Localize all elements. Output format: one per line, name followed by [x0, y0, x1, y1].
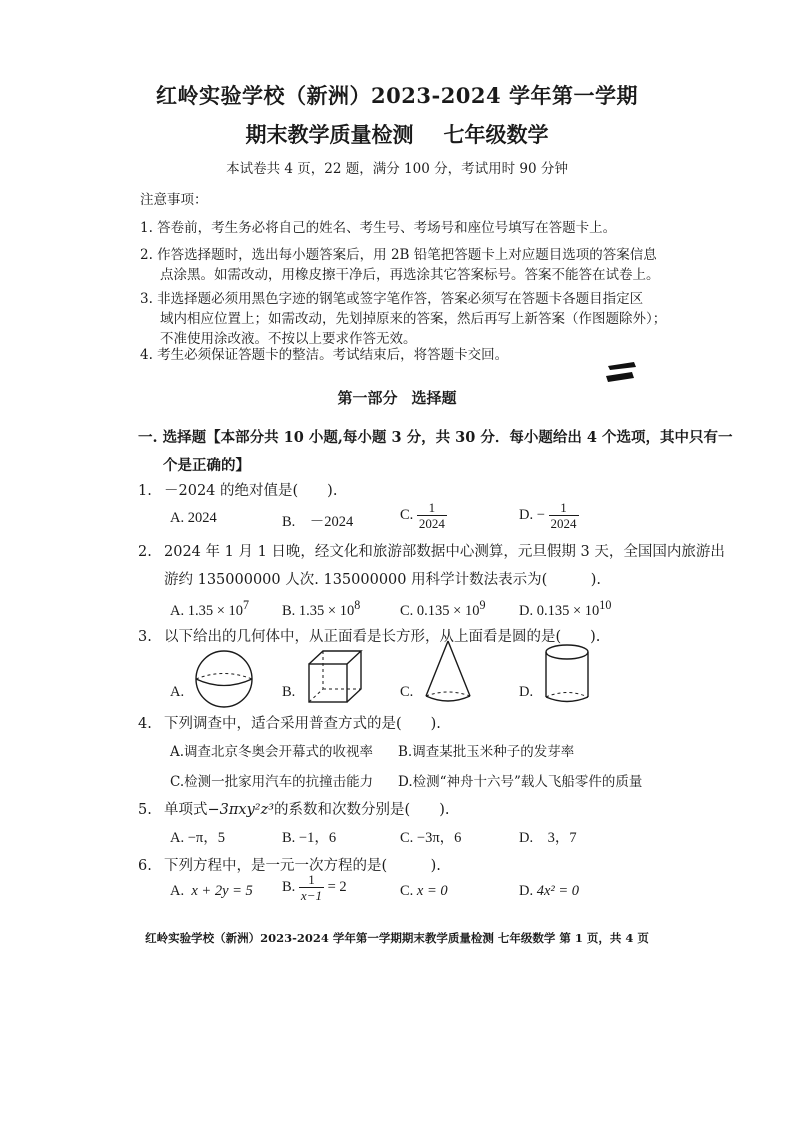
- part-intro-cont: 个是正确的】: [163, 457, 250, 474]
- q5-option-b: B. −1，6: [282, 830, 337, 846]
- q5-option-d: D. 3，7: [519, 830, 577, 846]
- exam-type: 期末教学质量检测: [245, 122, 414, 147]
- q3-option-b: B.: [282, 684, 296, 700]
- q6-option-d: D. 4x² = 0: [519, 883, 580, 899]
- q4-option-b: B.调查某批玉米种子的发芽率: [398, 744, 575, 760]
- question-3: 3. 以下给出的几何体中，从正面看是长方形，从上面看是圆的是( ).: [138, 629, 601, 645]
- cylinder-figure: [542, 642, 592, 708]
- q3-option-a: A.: [170, 684, 185, 700]
- note-item-3: 3. 非选择题必须用黑色字迹的钢笔或签字笔作答，答案必须写在答题卡各题目指定区 域内相应位置上；如需改动，先划掉原来的答案，然后再写上新答案（作图题除外）； 不准使用涂改液。不按以上要求作答无效。: [140, 291, 667, 347]
- q2-option-d: D. $0.135 \times 10^{10}$: [519, 598, 612, 619]
- q1-option-b: B. －2024: [282, 514, 354, 530]
- q3-option-d: D.: [519, 684, 534, 700]
- q4-option-d: D.检测“神舟十六号”载人飞船零件的质量: [398, 774, 643, 790]
- question-2: 2. 2024 年 1 月 1 日晚，经文化和旅游部数据中心测算，元旦假期 3 天，全国国内旅游出: [138, 544, 725, 560]
- exam-meta: 本试卷共 4 页，22 题，满分 100 分，考试用时 90 分钟: [226, 161, 568, 177]
- q5-option-c: C. −3π，6: [400, 830, 462, 846]
- q3-option-c: C.: [400, 684, 414, 700]
- q6-option-a: A. x + 2y = 5: [170, 883, 253, 899]
- question-6: 6. 下列方程中，是一元一次方程的是( ).: [138, 858, 441, 874]
- sphere-figure: [193, 648, 255, 710]
- q2-option-b: B. $1.35 \times 10^8$: [282, 598, 361, 619]
- q1-option-c: C. $\frac{1}{2024}$: [400, 500, 445, 531]
- exam-title-line2: [0, 119, 794, 149]
- note-item-1: 1. 答卷前，考生务必将自己的姓名、考生号、考场号和座位号填写在答题卡上。: [140, 220, 617, 236]
- fraction: $\frac{1}{2024}$: [550, 500, 577, 531]
- note-item-4: 4. 考生必须保证答题卡的整洁。考试结束后，将答题卡交回。: [140, 347, 509, 363]
- q5-option-a: A. −π，5: [170, 830, 225, 846]
- q4-option-a: A.调查北京冬奥会开幕式的收视率: [170, 744, 374, 760]
- fraction: $\frac{1}{2024}$: [418, 500, 445, 531]
- exam-subject: 七年级数学: [443, 122, 549, 147]
- q6-option-b: B. $\frac{1}{x-1}$ = 2: [282, 872, 347, 903]
- q2-option-a: A. $1.35 \times 10^7$: [170, 598, 250, 619]
- q2-option-c: C. $0.135 \times 10^9$: [400, 598, 486, 619]
- page-footer: 红岭实验学校（新洲）2023-2024 学年第一学期期末教学质量检测 七年级数学 第 1 页，共 4 页: [145, 931, 649, 945]
- question-4: 4. 下列调查中，适合采用普查方式的是( ).: [138, 716, 441, 732]
- q1-option-d: D. − $\frac{1}{2024}$: [519, 500, 577, 531]
- pen-mark: [604, 360, 640, 386]
- question-1: 1. －2024 的绝对值是( ).: [138, 483, 338, 499]
- q6-option-c: C. x = 0: [400, 883, 448, 899]
- fraction: $\frac{1}{x-1}$: [300, 872, 322, 903]
- exam-title-line1: 红岭实验学校（新洲）2023-2024 学年第一学期: [156, 83, 638, 108]
- question-2-cont: 游约 135000000 人次. 135000000 用科学计数法表示为( ).: [164, 572, 602, 588]
- q4-option-c: C.检测一批家用汽车的抗撞击能力: [170, 774, 374, 790]
- cone-figure: [422, 638, 474, 708]
- question-5: 5. 单项式−3πxy²z³的系数和次数分别是( ).: [138, 802, 450, 818]
- part-intro: 一. 选择题【本部分共 10 小题,每小题 3 分，共 30 分．每小题给出 4 个选项，其中只有一: [138, 429, 733, 446]
- note-item-2: 2. 作答选择题时，选出每小题答案后，用 2B 铅笔把答题卡上对应题目选项的答案信息 点涂黑。如需改动，用橡皮擦干净后，再选涂其它答案标号。答案不能答在试卷上。: [140, 247, 660, 283]
- monomial-expression: −3πxy²z³: [207, 802, 275, 818]
- q1-option-a: A. 2024: [170, 510, 217, 526]
- notes-heading: 注意事项：: [140, 192, 208, 208]
- cube-figure: [306, 648, 364, 706]
- section-title: 第一部分 选择题: [337, 389, 457, 407]
